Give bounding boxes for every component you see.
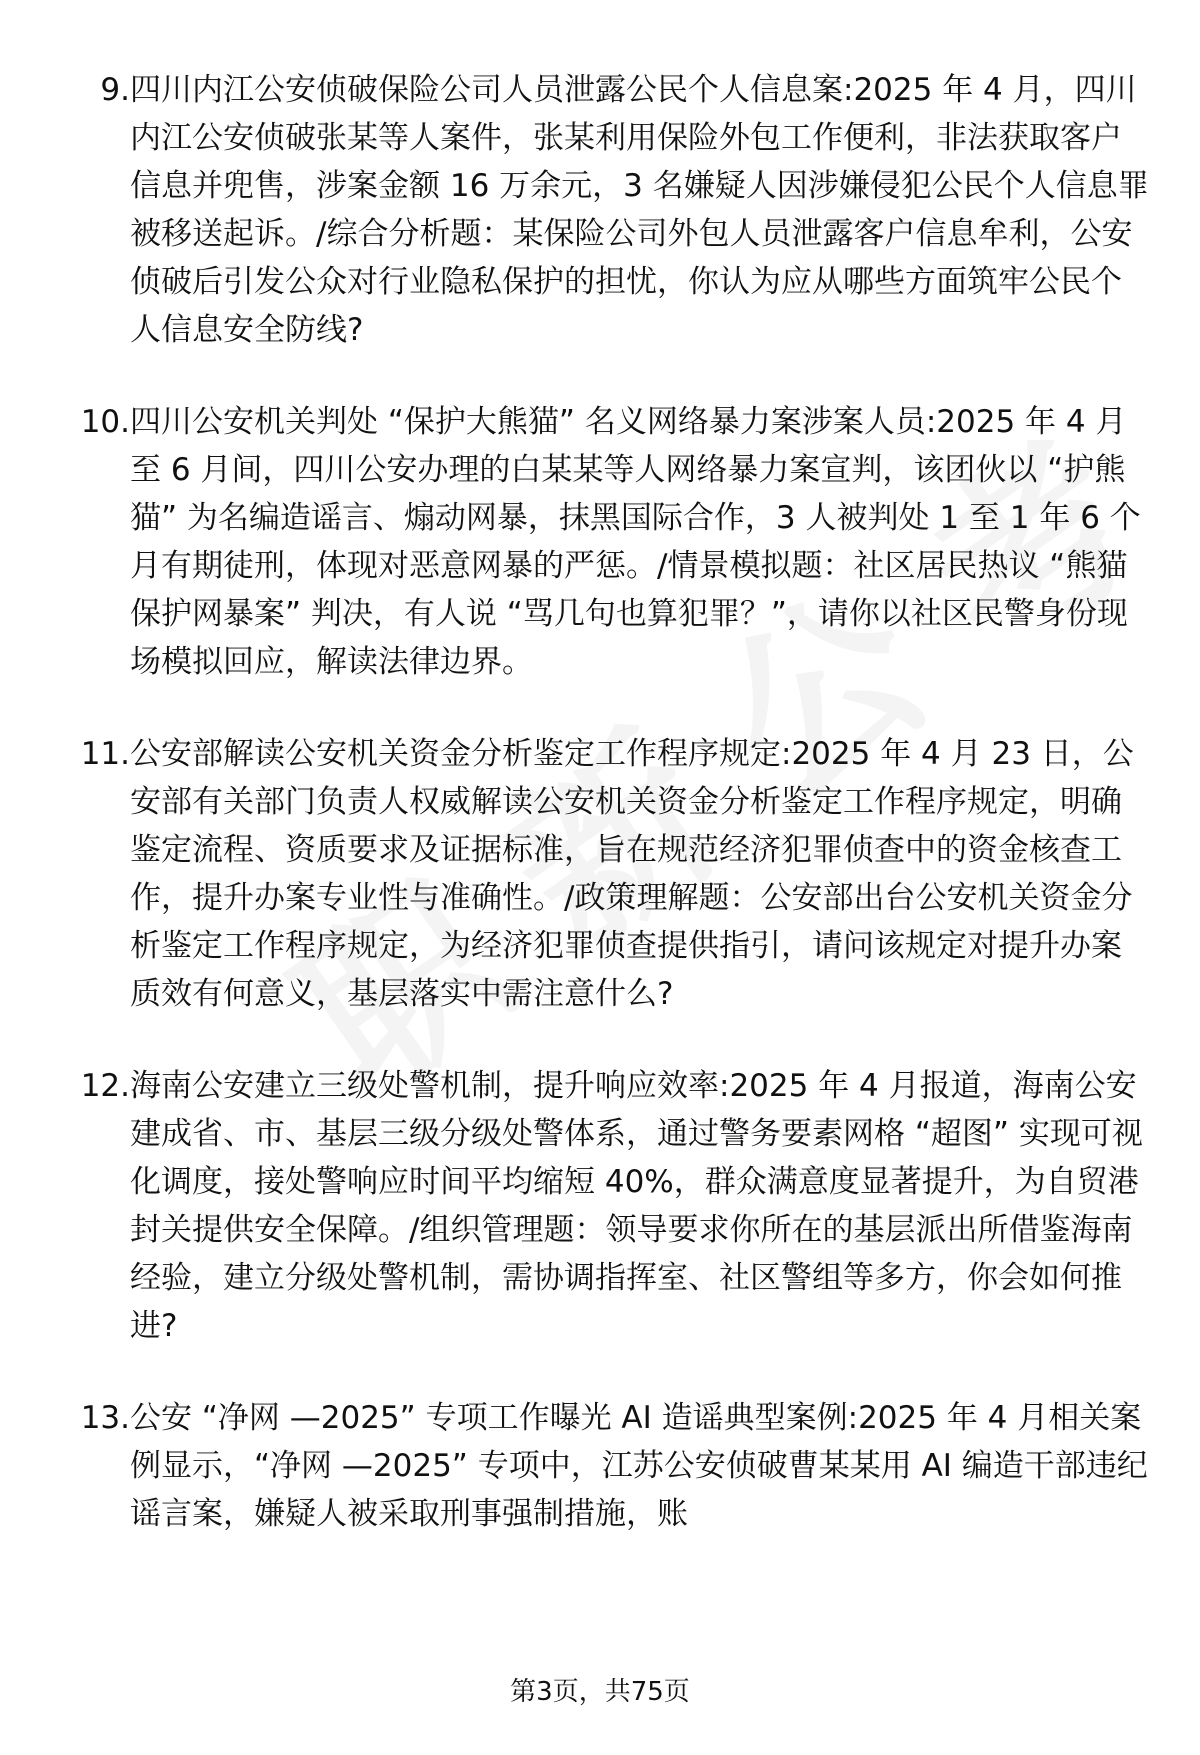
list-item: [0, 1394, 1200, 1538]
item-number: 10.: [80, 404, 130, 440]
page-footer: 第3页，共75页: [510, 1677, 690, 1707]
item-text: 公安 “净网 —2025” 专项工作曝光 AI 造谣典型案例:2025 年 4 月相关案例显示，“净网 —2025” 专项中，江苏公安侦破曹某某用 AI 编造干部违纪谣言案，嫌疑人被采取刑事强制措施，账: [130, 1400, 1148, 1532]
item-number: 13.: [80, 1400, 130, 1436]
list-item: [0, 66, 1200, 354]
list-item: [0, 398, 1200, 686]
list-item: [0, 1062, 1200, 1350]
list-item: [0, 730, 1200, 1018]
item-text: 四川内江公安侦破保险公司人员泄露公民个人信息案:2025 年 4 月，四川内江公安侦破张某等人案件，张某利用保险外包工作便利，非法获取客户信息并兜售，涉案金额 16 万余元，3 名嫌疑人因涉嫌侵犯公民个人信息罪被移送起诉。/综合分析题：某保险公司外包人员泄露客户信息牟利，公安侦破后引发公众对行业隐私保护的担忧，你认为应从哪些方面筑牢公民个人信息安全防线?: [130, 72, 1149, 348]
item-number: 11.: [80, 736, 130, 772]
item-text: 公安部解读公安机关资金分析鉴定工作程序规定:2025 年 4 月 23 日，公安部有关部门负责人权威解读公安机关资金分析鉴定工作程序规定，明确鉴定流程、资质要求及证据标准，旨在规范经济犯罪侦查中的资金核查工作，提升办案专业性与准确性。/政策理解题：公安部出台公安机关资金分析鉴定工作程序规定，为经济犯罪侦查提供指引，请问该规定对提升办案质效有何意义，基层落实中需注意什么?: [130, 736, 1134, 1012]
item-text: 海南公安建立三级处警机制，提升响应效率:2025 年 4 月报道，海南公安建成省、市、基层三级分级处警体系，通过警务要素网格 “超图” 实现可视化调度，接处警响应时间平均缩短 40%，群众满意度显著提升，为自贸港封关提供安全保障。/组织管理题：领导要求你所在的基层派出所借鉴海南经验，建立分级处警机制，需协调指挥室、社区警组等多方，你会如何推进?: [130, 1068, 1143, 1344]
document-body: [0, 66, 1200, 1582]
item-text: 四川公安机关判处 “保护大熊猫” 名义网络暴力案涉案人员:2025 年 4 月至 6 月间，四川公安办理的白某某等人网络暴力案宣判，该团伙以 “护熊猫” 为名编造谣言、煽动网暴，抹黑国际合作，3 人被判处 1 至 1 年 6 个月有期徒刑，体现对恶意网暴的严惩。/情景模拟题：社区居民热议 “熊猫保护网暴案” 判决，有人说 “骂几句也算犯罪？”，请你以社区民警身份现场模拟回应，解读法律边界。: [130, 404, 1141, 680]
item-number: 9.: [100, 72, 130, 108]
item-number: 12.: [80, 1068, 130, 1104]
